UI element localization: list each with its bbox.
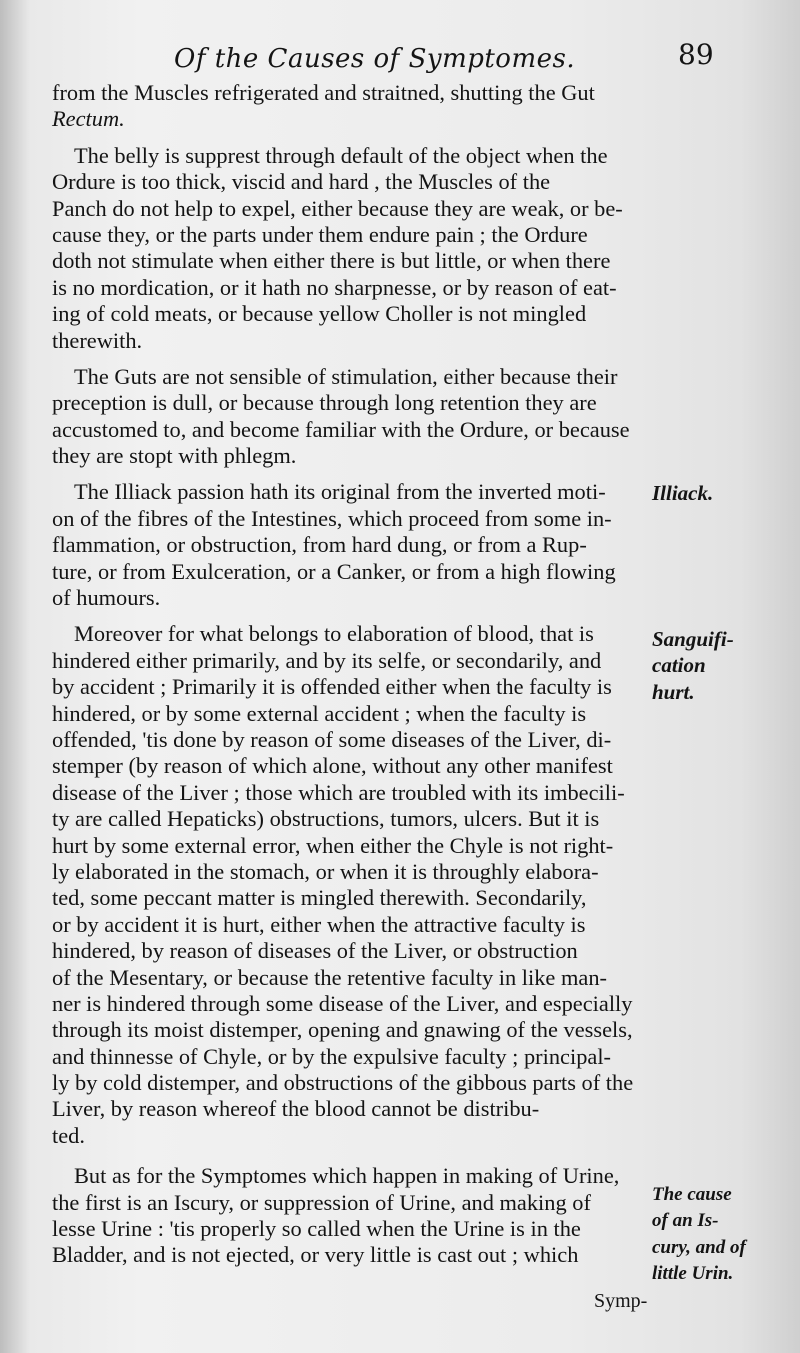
- text-line: the first is an Iscury, or suppression of Urine, and making of: [52, 1189, 591, 1215]
- text-line: stemper (by reason of which alone, without any other manifest: [52, 753, 613, 779]
- page-number: 89: [678, 38, 714, 71]
- text-line: cause they, or the parts under them endure pain ; the Ordure: [52, 221, 588, 247]
- text-line: and thinnesse of Chyle, or by the expulsive faculty ; principal-: [52, 1043, 612, 1069]
- margin-note-line: little Urin.: [652, 1263, 734, 1285]
- text-line: The belly is supprest through default of the object when the: [74, 142, 608, 168]
- text-line: ture, or from Exulceration, or a Canker, or from a high flowing: [52, 558, 616, 584]
- text-line: Liver, by reason whereof the blood cannot be distribu-: [52, 1096, 540, 1122]
- margin-note-line: cation: [652, 653, 706, 678]
- text-line: or by accident it is hurt, either when the attractive faculty is: [52, 911, 586, 937]
- margin-note-line: hurt.: [652, 679, 695, 704]
- text-line: ly elaborated in the stomach, or when it is throughly elabora-: [52, 858, 599, 884]
- text-line: hindered, or by some external accident ; when the faculty is: [52, 700, 587, 726]
- text-line: ner is hindered through some disease of the Liver, and especially: [52, 990, 633, 1016]
- text-line: ted, some peccant matter is mingled therewith. Secondarily,: [52, 885, 587, 911]
- text-line: The Illiack passion hath its original from the inverted moti-: [74, 479, 606, 505]
- text-line: disease of the Liver ; those which are troubled with its imbecili-: [52, 779, 625, 805]
- text-line: through its moist distemper, opening and gnawing of the vessels,: [52, 1017, 633, 1043]
- text-line: ted.: [52, 1122, 85, 1148]
- text-line: therewith.: [52, 327, 143, 353]
- paragraph-elaboration-of-blood: [52, 621, 652, 1149]
- running-title: Of the Causes of Symptomes.: [174, 44, 576, 74]
- margin-note-sanguification: [652, 626, 734, 705]
- paragraph-making-of-urine: [52, 1163, 652, 1269]
- text-line: flammation, or obstruction, from hard dung, or from a Rup-: [52, 532, 587, 558]
- text-line: they are stopt with phlegm.: [52, 443, 297, 469]
- paragraph-continuation: [52, 80, 652, 133]
- text-line: accustomed to, and become familiar with the Ordure, or because: [52, 416, 630, 442]
- paragraph-belly-supprest: [52, 143, 652, 354]
- margin-note-line: The cause: [652, 1184, 732, 1205]
- text-line: of the Mesentary, or because the retentive faculty in like man-: [52, 964, 607, 990]
- text-line: hindered, by reason of diseases of the Liver, or obstruction: [52, 938, 578, 964]
- text-line: is no mordication, or it hath no sharpnesse, or by reason of eat-: [52, 274, 617, 300]
- text-line: The Guts are not sensible of stimulation, either because their: [74, 363, 618, 389]
- margin-note-iscury: [652, 1182, 746, 1288]
- text-line: preception is dull, or because through long retention they are: [52, 390, 597, 416]
- text-line: ly by cold distemper, and obstructions of the gibbous parts of the: [52, 1070, 634, 1096]
- text-line: Ordure is too thick, viscid and hard , the Muscles of the: [52, 169, 551, 195]
- text-line: Rectum.: [52, 106, 125, 132]
- text-line: from the Muscles refrigerated and straitned, shutting the Gut: [52, 80, 595, 105]
- text-line: Bladder, and is not ejected, or very little is cast out ; which: [52, 1242, 579, 1268]
- margin-note-line: cury, and of: [652, 1236, 746, 1258]
- margin-note-illiack: [652, 480, 713, 506]
- text-line: hindered either primarily, and by its selfe, or secondarily, and: [52, 647, 602, 673]
- text-line: ty are called Hepaticks) obstructions, tumors, ulcers. But it is: [52, 806, 600, 832]
- margin-note-line: Illiack.: [652, 481, 714, 505]
- text-line: But as for the Symptomes which happen in making of Urine,: [74, 1163, 620, 1189]
- catchword: Symp-: [594, 1290, 648, 1312]
- text-line: of humours.: [52, 585, 161, 611]
- text-line: lesse Urine : 'tis properly so called when the Urine is in the: [52, 1216, 581, 1242]
- text-line: Moreover for what belongs to elaboration of blood, that is: [74, 621, 594, 647]
- paragraph-guts-not-sensible: [52, 364, 652, 470]
- text-line: offended, 'tis done by reason of some diseases of the Liver, di-: [52, 726, 612, 752]
- text-line: doth not stimulate when either there is but little, or when there: [52, 248, 611, 274]
- margin-note-line: of an Is-: [652, 1210, 719, 1232]
- margin-note-line: Sanguifi-: [652, 627, 734, 651]
- body-text: [52, 80, 652, 1269]
- text-line: Panch do not help to expel, either because they are weak, or be-: [52, 195, 623, 221]
- text-line: by accident ; Primarily it is offended either when the faculty is: [52, 674, 612, 700]
- text-line: on of the fibres of the Intestines, which proceed from some in-: [52, 505, 612, 531]
- text-line: hurt by some external error, when either the Chyle is not right-: [52, 832, 614, 858]
- text-line: ing of cold meats, or because yellow Choller is not mingled: [52, 301, 587, 327]
- paragraph-illiack-passion: [52, 479, 652, 611]
- page-header: [0, 38, 800, 82]
